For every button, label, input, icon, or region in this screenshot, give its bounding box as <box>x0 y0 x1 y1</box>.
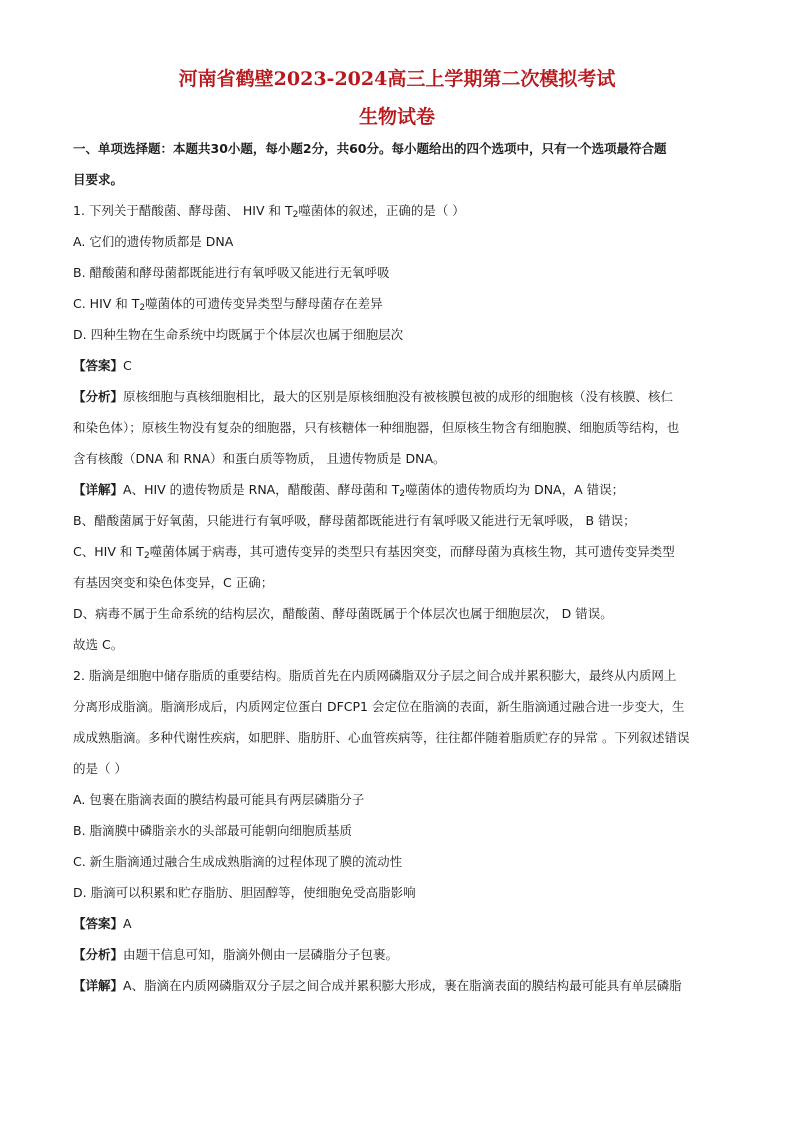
q2-stem-line-1: 2. 脂滴是细胞中储存脂质的重要结构。脂质首先在内质网磷脂双分子层之间合成并累积膨大，最终从内质网上 <box>73 668 677 683</box>
q1-analysis-line-3: 含有核酸（DNA 和 RNA）和蛋白质等物质， 且遗传物质是 DNA。 <box>73 451 446 466</box>
q1-detail-line-3: C、HIV 和 $T_2$噬菌体属于病毒，其可遗传变异的类型只有基因突变，而酵母菌为真核生物，其可遗传变异类型 <box>73 544 675 561</box>
q2-option-c: C. 新生脂滴通过融合生成成熟脂滴的过程体现了膜的流动性 <box>73 854 403 869</box>
q2-detail-line-1: 【详解】A、脂滴在内质网磷脂双分子层之间合成并累积膨大形成，裹在脂滴表面的膜结构最可能具有单层磷脂 <box>73 978 682 993</box>
detail-tag: 【详解】 <box>73 978 124 993</box>
q2-analysis-line-1: 【分析】由题干信息可知，脂滴外侧由一层磷脂分子包裹。 <box>73 947 399 962</box>
q1-detail-line-2: B、醋酸菌属于好氧菌，只能进行有氧呼吸，酵母菌都既能进行有氧呼吸又能进行无氧呼吸， B 错误； <box>73 513 636 528</box>
document-subtitle: 生物试卷 <box>358 106 435 128</box>
answer-tag: 【答案】 <box>73 916 124 931</box>
q1-option-d: D. 四种生物在生命系统中均既属于个体层次也属于细胞层次 <box>73 327 404 342</box>
q1-detail-line-4: 有基因突变和染色体变异，C 正确； <box>73 575 274 590</box>
q1-detail-line-1: 【详解】A、HIV 的遗传物质是 RNA，醋酸菌、酵母菌和 $T_2$噬菌体的遗传物质均为 DNA，A 错误； <box>73 482 625 499</box>
q1-conclusion: 故选 C。 <box>73 637 124 652</box>
section-heading-line-1: 一、单项选择题：本题共30小题，每小题2分，共60分。每小题给出的四个选项中，只有一个选项最符合题 <box>73 141 667 156</box>
q2-option-a: A. 包裹在脂滴表面的膜结构最可能具有两层磷脂分子 <box>73 792 365 807</box>
q2-stem-line-2: 分离形成脂滴。脂滴形成后，内质网定位蛋白 DFCP1 会定位在脂滴的表面，新生脂滴通过融合进一步变大，生 <box>73 699 685 714</box>
q1-analysis-line-2: 和染色体）；原核生物没有复杂的细胞器，只有核糖体一种细胞器，但原核生物含有细胞膜、细胞质等结构，也 <box>73 420 680 435</box>
q2-answer: 【答案】A <box>73 916 132 931</box>
detail-tag: 【详解】 <box>73 482 124 497</box>
answer-tag: 【答案】 <box>73 358 124 373</box>
q1-option-a: A. 它们的遗传物质都是 DNA <box>73 234 234 249</box>
q1-answer: 【答案】C <box>73 358 132 373</box>
analysis-tag: 【分析】 <box>73 947 124 962</box>
q2-stem-line-4: 的是（ ） <box>73 761 127 776</box>
q2-option-d: D. 脂滴可以积累和贮存脂肪、胆固醇等，使细胞免受高脂影响 <box>73 885 416 900</box>
q2-option-b: B. 脂滴膜中磷脂亲水的头部最可能朝向细胞质基质 <box>73 823 353 838</box>
q1-option-c: C. HIV 和 $T_2$噬菌体的可遗传变异类型与酵母菌存在差异 <box>73 296 383 313</box>
q2-stem-line-3: 成成熟脂滴。多种代谢性疾病，如肥胖、脂肪肝、心血管疾病等，往往都伴随着脂质贮存的异常 。下列叙述错误 <box>73 730 690 745</box>
q1-stem: 1. 下列关于醋酸菌、酵母菌、 HIV 和 $T_2$噬菌体的叙述，正确的是（ ） <box>73 203 465 220</box>
section-heading-line-2: 目要求。 <box>73 172 124 187</box>
q1-detail-line-5: D、病毒不属于生命系统的结构层次，醋酸菌、酵母菌既属于个体层次也属于细胞层次， D 错误。 <box>73 606 613 621</box>
q1-analysis-line-1: 【分析】原核细胞与真核细胞相比，最大的区别是原核细胞没有被核膜包被的成形的细胞核（没有核膜、核仁 <box>73 389 674 404</box>
q1-option-b: B. 醋酸菌和酵母菌都既能进行有氧呼吸又能进行无氧呼吸 <box>73 265 390 280</box>
analysis-tag: 【分析】 <box>73 389 124 404</box>
document-title: 河南省鹤壁2023-2024高三上学期第二次模拟考试 <box>178 68 616 90</box>
